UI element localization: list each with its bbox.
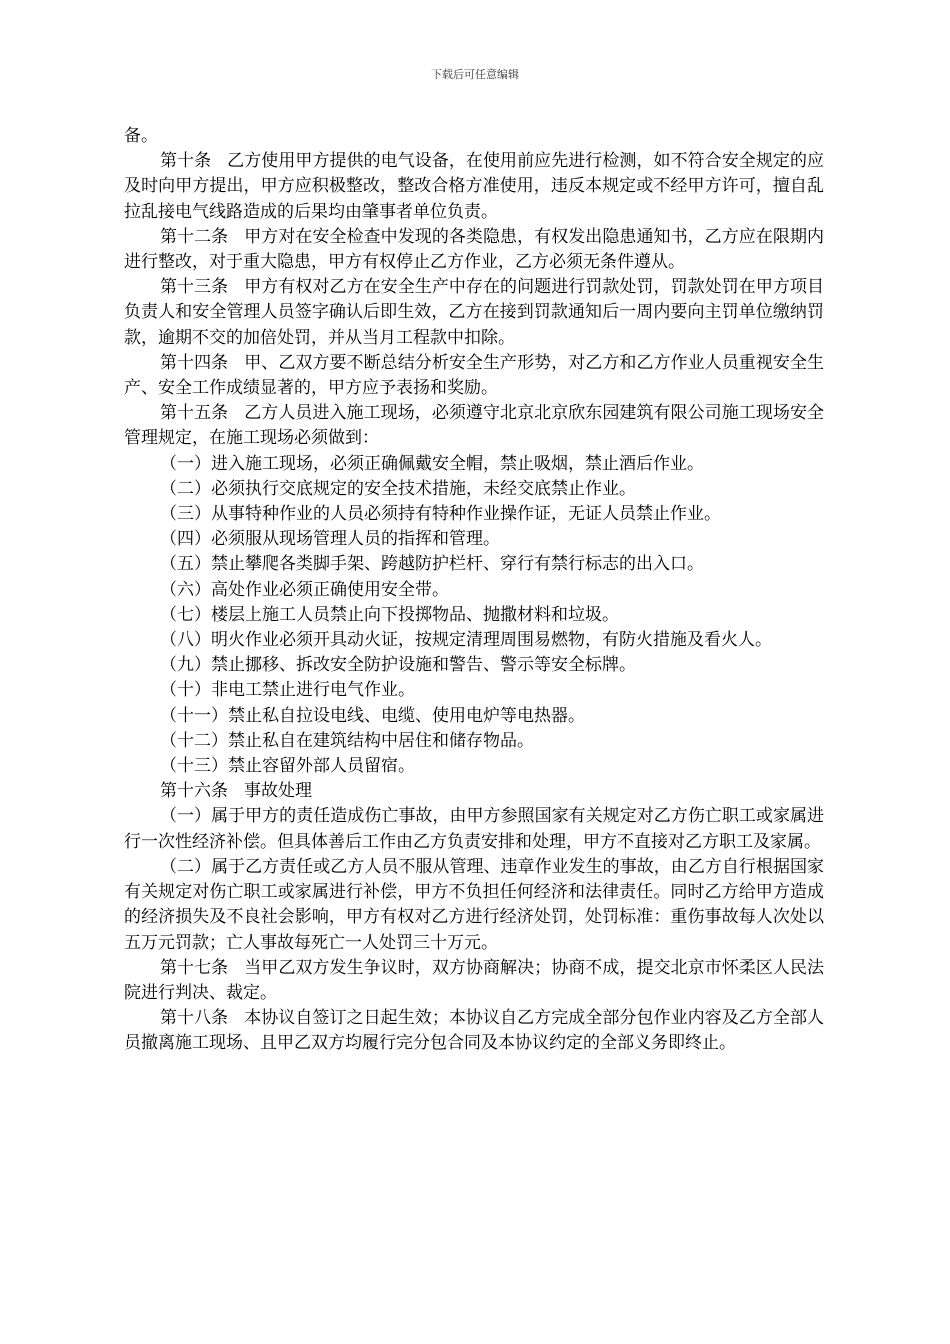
document-body	[124, 124, 824, 1057]
list-item-text: （十三）禁止容留外部人员留宿。	[160, 756, 415, 777]
list-item	[124, 603, 824, 628]
list-item-text: （三）从事特种作业的人员必须持有特种作业操作证，无证人员禁止作业。	[160, 504, 721, 525]
list-item-text: （十）非电工禁止进行电气作业。	[160, 680, 415, 701]
list-item	[124, 855, 824, 956]
article-17	[124, 956, 824, 1006]
list-item	[124, 704, 824, 729]
article-text: 甲方有权对乙方在安全生产中存在的问题进行罚款处罚，罚款处罚在甲方项目负责人和安全管理人员签字确认后即生效，乙方在接到罚款通知后一周内要向主罚单位缴纳罚款，逾期不交的加倍处罚，并从当月工程款中扣除。	[124, 277, 825, 348]
article-14	[124, 351, 824, 401]
list-item-text: （四）必须服从现场管理人员的指挥和管理。	[160, 529, 500, 550]
paragraph-text: 备。	[124, 126, 158, 146]
list-item	[124, 502, 824, 527]
list-item	[124, 452, 824, 477]
article-number: 第十八条	[160, 1008, 229, 1029]
list-item-text: （八）明火作业必须开具动火证，按规定清理周围易燃物，有防火措施及看火人。	[160, 630, 772, 651]
article-13	[124, 275, 824, 351]
article-number: 第十四条	[160, 352, 229, 373]
list-item-text: （五）禁止攀爬各类脚手架、跨越防护栏杆、穿行有禁行标志的出入口。	[160, 554, 704, 575]
list-item	[124, 552, 824, 577]
article-text: 当甲乙双方发生争议时，双方协商解决；协商不成，提交北京市怀柔区人民法院进行判决、裁定。	[124, 957, 825, 1003]
article-number: 第十二条	[160, 226, 229, 247]
article-text: 事故处理	[244, 781, 312, 802]
article-text: 甲方对在安全检查中发现的各类隐患，有权发出隐患通知书，乙方应在限期内进行整改，对于重大隐患，甲方有权停止乙方作业，乙方必须无条件遵从。	[124, 226, 825, 273]
list-item	[124, 477, 824, 502]
article-number: 第十五条	[160, 403, 229, 424]
list-item-text: （一）进入施工现场，必须正确佩戴安全帽，禁止吸烟，禁止酒后作业。	[160, 453, 704, 474]
list-item-text: （二）属于乙方责任或乙方人员不服从管理、违章作业发生的事故，由乙方自行根据国家有关规定对伤亡职工或家属进行补偿，甲方不负担任何经济和法律责任。同时乙方给甲方造成的经济损失及不良社会影响，甲方有权对乙方进行经济处罚，处罚标准：重伤事故每人次处以五万元罚款；亡人事故每死亡一人处罚三十万元。	[124, 856, 824, 953]
article-number: 第十条	[160, 151, 212, 172]
list-item-text: （一）属于甲方的责任造成伤亡事故，由甲方参照国家有关规定对乙方伤亡职工或家属进行一次性经济补偿。但具体善后工作由乙方负责安排和处理，甲方不直接对乙方职工及家属。	[124, 806, 824, 852]
list-item	[124, 653, 824, 678]
article-number: 第十七条	[160, 957, 229, 978]
list-item	[124, 678, 824, 703]
article-text: 甲、乙双方要不断总结分析安全生产形势，对乙方和乙方作业人员重视安全生产、安全工作成绩显著的，甲方应予表扬和奖励。	[124, 352, 825, 399]
list-item-text: （十一）禁止私自拉设电线、电缆、使用电炉等电热器。	[160, 705, 585, 726]
list-item	[124, 804, 824, 854]
list-item	[124, 527, 824, 552]
list-item-text: （二）必须执行交底规定的安全技术措施，未经交底禁止作业。	[160, 478, 636, 499]
article-number: 第十三条	[160, 277, 229, 298]
list-item	[124, 729, 824, 754]
list-item-text: （七）楼层上施工人员禁止向下投掷物品、抛撒材料和垃圾。	[160, 604, 619, 625]
article-number: 第十六条	[160, 781, 228, 802]
article-text: 本协议自签订之日起生效；本协议自乙方完成全部分包作业内容及乙方全部人员撤离施工现场、且甲乙双方均履行完分包合同及本协议约定的全部义务即终止。	[124, 1008, 825, 1054]
list-item-text: （十二）禁止私自在建筑结构中居住和储存物品。	[160, 730, 534, 751]
list-item-text: （九）禁止挪移、拆改安全防护设施和警告、警示等安全标牌。	[160, 655, 636, 676]
article-10	[124, 149, 824, 225]
article-12	[124, 225, 824, 275]
list-item	[124, 754, 824, 779]
page-header: 下载后可任意编辑	[431, 68, 519, 81]
article-16	[124, 779, 824, 804]
list-item	[124, 628, 824, 653]
list-item	[124, 578, 824, 603]
article-text: 乙方人员进入施工现场，必须遵守北京北京欣东园建筑有限公司施工现场安全管理规定，在施工现场必须做到：	[124, 403, 825, 449]
article-15	[124, 401, 824, 451]
article-text: 乙方使用甲方提供的电气设备，在使用前应先进行检测，如不符合安全规定的应及时向甲方提出，甲方应积极整改，整改合格方准使用，违反本规定或不经甲方许可，擅自乱拉乱接电气线路造成的后果均由肇事者单位负责。	[124, 151, 825, 222]
list-item-text: （六）高处作业必须正确使用安全带。	[160, 579, 449, 600]
paragraph-continuation	[124, 124, 824, 149]
article-18	[124, 1006, 824, 1056]
